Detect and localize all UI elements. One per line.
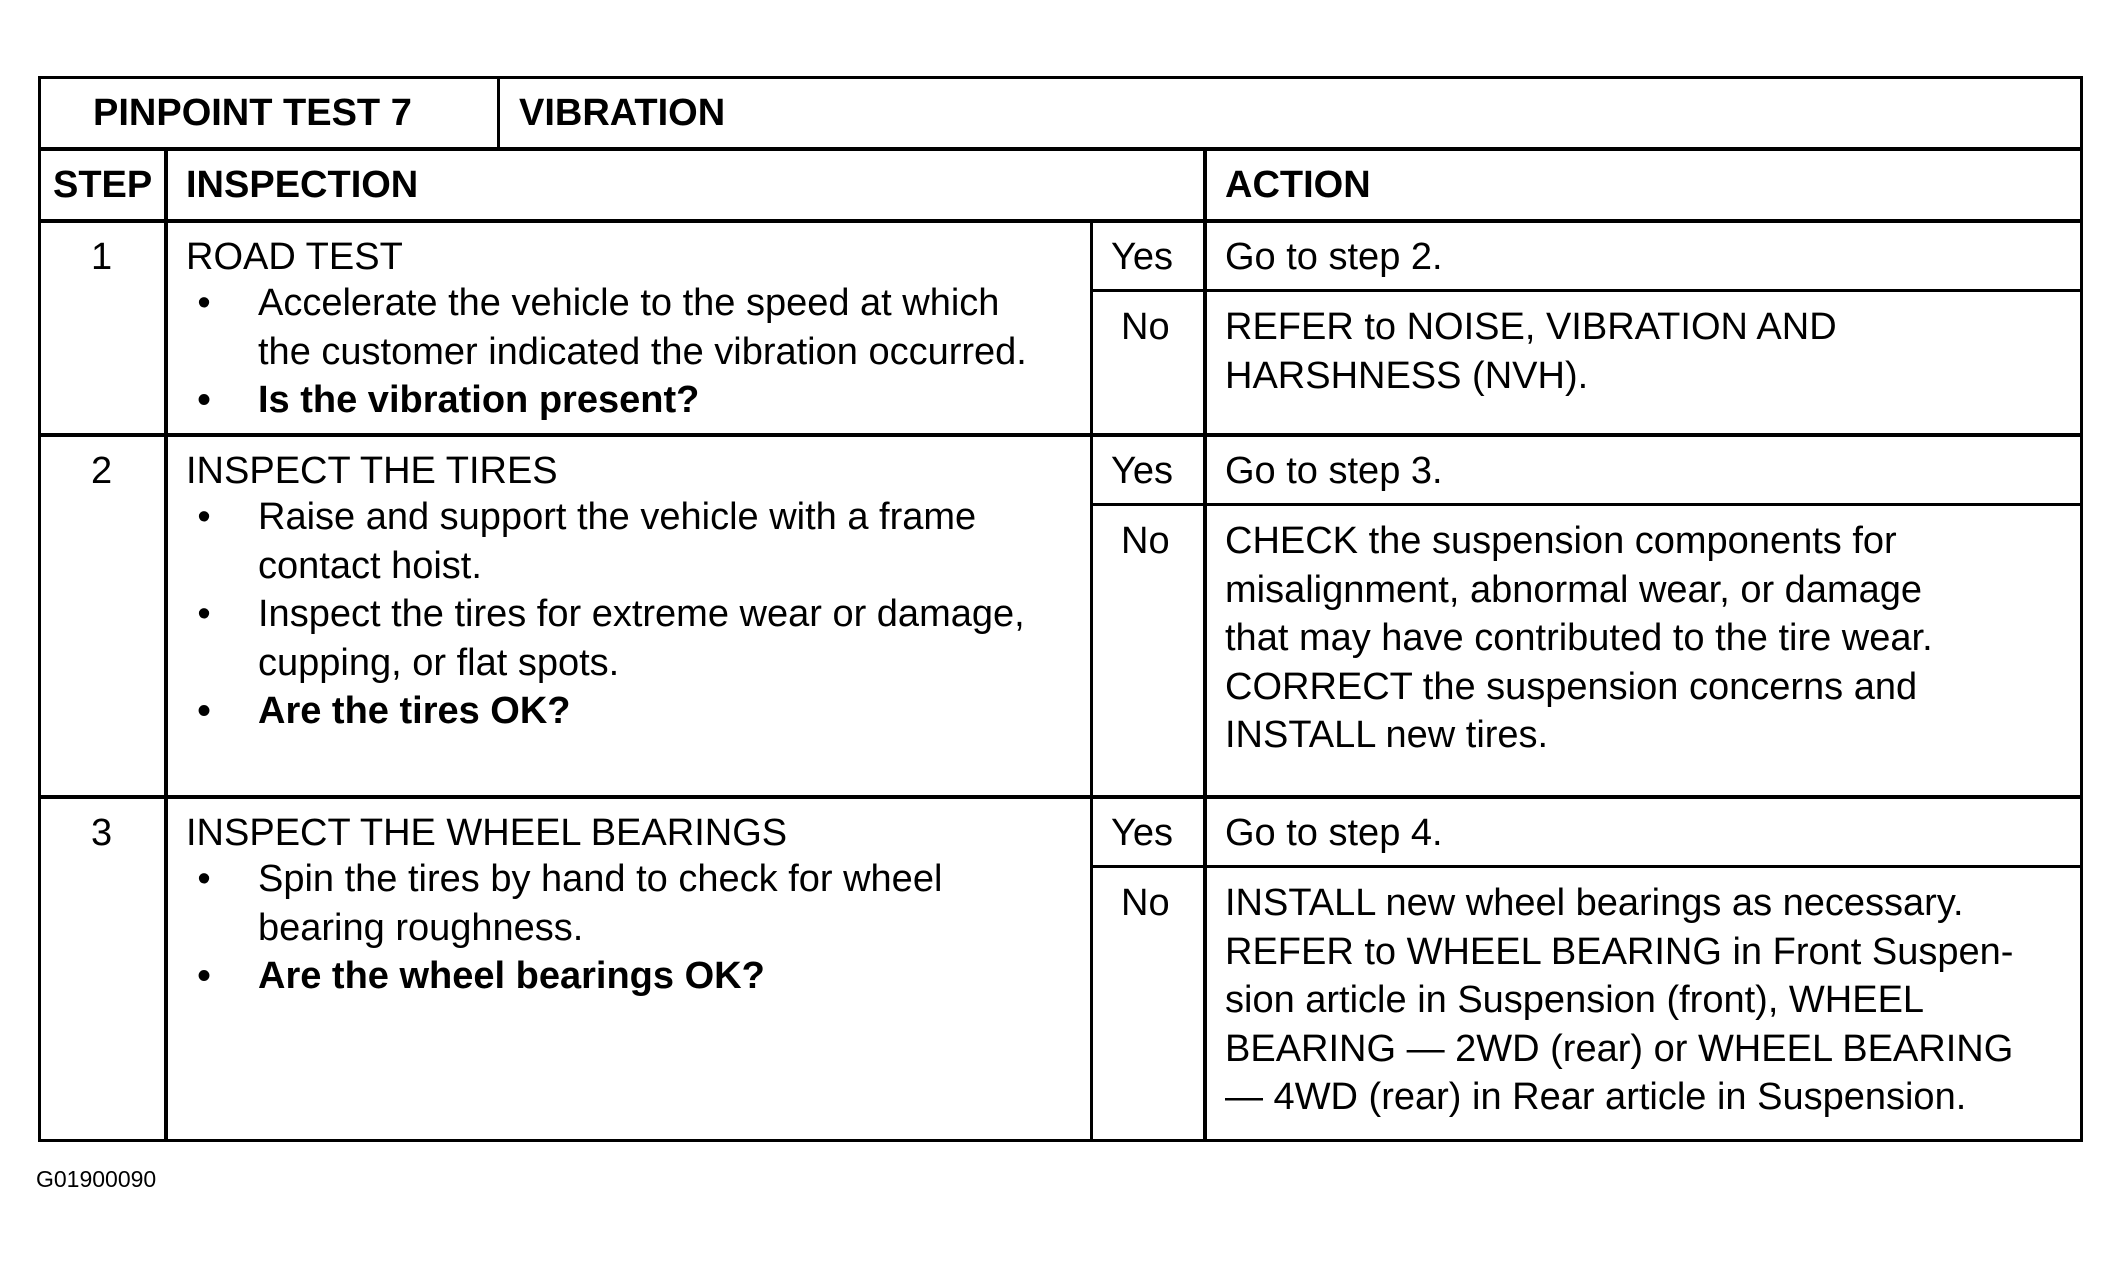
rule-step2-answer-column bbox=[1090, 435, 1093, 797]
bullet-icon: • bbox=[197, 282, 211, 324]
yes-action: Go to step 2. bbox=[1225, 236, 1443, 278]
action-line: CHECK the suspension components for bbox=[1225, 520, 1897, 562]
rule-header-divider bbox=[497, 79, 500, 149]
bullet-line: Is the vibration present? bbox=[258, 379, 700, 421]
yes-label: Yes bbox=[1111, 236, 1173, 278]
bullet-line: the customer indicated the vibration occurred. bbox=[258, 330, 1027, 373]
action-line: REFER to NOISE, VIBRATION AND bbox=[1225, 306, 1837, 348]
bullet-question bbox=[186, 687, 1025, 736]
step-title: INSPECT THE WHEEL BEARINGS bbox=[186, 812, 788, 854]
no-action bbox=[1225, 303, 1837, 400]
action-line: misalignment, abnormal wear, or damage bbox=[1225, 568, 1923, 611]
action-line: CORRECT the suspension concerns and bbox=[1225, 665, 1918, 708]
action-line: — 4WD (rear) in Rear article in Suspension. bbox=[1225, 1076, 1967, 1118]
bullet-line: Are the wheel bearings OK? bbox=[258, 955, 765, 997]
no-label: No bbox=[1121, 306, 1170, 348]
no-label: No bbox=[1121, 882, 1170, 924]
action-line: HARSHNESS (NVH). bbox=[1225, 354, 1589, 397]
bullet-item bbox=[186, 493, 1025, 590]
bullet-line: bearing roughness. bbox=[258, 906, 584, 949]
step-bullet-list bbox=[186, 493, 1025, 736]
rule-step3-yes-no bbox=[1093, 865, 2080, 868]
step-title: INSPECT THE TIRES bbox=[186, 450, 558, 492]
rule-step1-yes-no bbox=[1093, 289, 2080, 292]
rule-step-column bbox=[164, 149, 168, 1142]
bullet-item bbox=[186, 279, 1027, 376]
test-label: PINPOINT TEST 7 bbox=[93, 92, 412, 134]
rule-below-header bbox=[41, 147, 2080, 151]
bullet-item bbox=[186, 855, 942, 952]
rule-below-step-2 bbox=[41, 795, 2080, 799]
rule-step3-answer-column bbox=[1090, 797, 1093, 1142]
rule-step1-answer-column bbox=[1090, 221, 1093, 435]
bullet-item bbox=[186, 590, 1025, 687]
bullet-icon: • bbox=[197, 496, 211, 538]
no-label: No bbox=[1121, 520, 1170, 562]
bullet-line: Accelerate the vehicle to the speed at which bbox=[258, 282, 1000, 324]
bullet-question bbox=[186, 952, 942, 1001]
no-action bbox=[1225, 879, 2013, 1122]
column-header-inspection: INSPECTION bbox=[186, 164, 419, 206]
column-header-step: STEP bbox=[53, 164, 153, 206]
action-line: that may have contributed to the tire wear. bbox=[1225, 617, 1933, 659]
bullet-icon: • bbox=[197, 955, 211, 997]
bullet-question bbox=[186, 376, 1027, 425]
yes-label: Yes bbox=[1111, 812, 1173, 854]
pinpoint-test-table bbox=[38, 76, 2083, 1142]
rule-below-step-1 bbox=[41, 433, 2080, 437]
rule-action-column bbox=[1203, 149, 1207, 1142]
bullet-line: Inspect the tires for extreme wear or damage, bbox=[258, 593, 1025, 635]
no-action bbox=[1225, 517, 1933, 760]
bullet-line: cupping, or flat spots. bbox=[258, 641, 620, 684]
bullet-line: Are the tires OK? bbox=[258, 690, 571, 732]
yes-label: Yes bbox=[1111, 450, 1173, 492]
column-header-action: ACTION bbox=[1225, 164, 1371, 206]
bullet-icon: • bbox=[197, 858, 211, 900]
bullet-icon: • bbox=[197, 690, 211, 732]
step-number: 3 bbox=[91, 812, 113, 854]
bullet-icon: • bbox=[197, 379, 211, 421]
action-line: INSTALL new wheel bearings as necessary. bbox=[1225, 882, 1964, 924]
rule-step2-yes-no bbox=[1093, 503, 2080, 506]
figure-code: G01900090 bbox=[36, 1166, 157, 1192]
bullet-line: contact hoist. bbox=[258, 544, 482, 587]
yes-action: Go to step 4. bbox=[1225, 812, 1443, 854]
bullet-line: Spin the tires by hand to check for wheel bbox=[258, 858, 943, 900]
step-title: ROAD TEST bbox=[186, 236, 403, 278]
action-line: REFER to WHEEL BEARING in Front Suspen- bbox=[1225, 930, 2014, 973]
bullet-line: Raise and support the vehicle with a frame bbox=[258, 496, 977, 538]
action-line: INSTALL new tires. bbox=[1225, 714, 1549, 756]
yes-action: Go to step 3. bbox=[1225, 450, 1443, 492]
action-line: sion article in Suspension (front), WHEEL bbox=[1225, 979, 1925, 1021]
step-bullet-list bbox=[186, 279, 1027, 425]
step-bullet-list bbox=[186, 855, 942, 1001]
bullet-icon: • bbox=[197, 593, 211, 635]
step-number: 1 bbox=[91, 236, 113, 278]
action-line: BEARING — 2WD (rear) or WHEEL BEARING bbox=[1225, 1027, 2014, 1070]
rule-below-column-headers bbox=[41, 219, 2080, 223]
test-name: VIBRATION bbox=[519, 92, 726, 134]
step-number: 2 bbox=[91, 450, 113, 492]
